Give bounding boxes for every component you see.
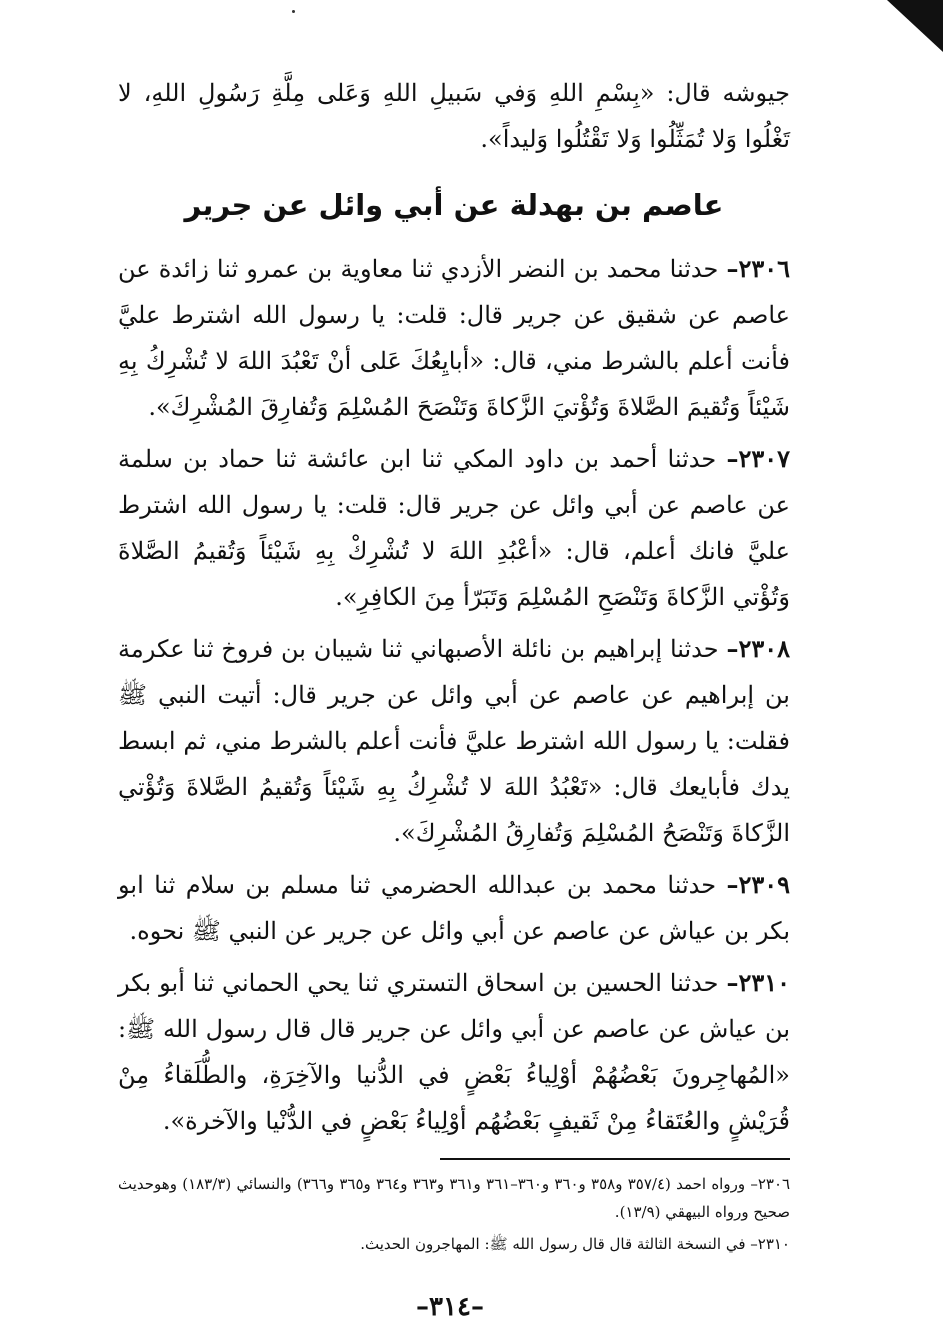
footnote-2306: ٢٣٠٦– ورواه احمد (٣٥٧/٤ و٣٥٨ و٣٦٠ و٣٦٠–٣٦١ و٣٦١ و٣٦٣ و٣٦٤ و٣٦٥ و٣٦٦) والنسائي (١٨٣/٣) وهوحديث صحيح ورواه البيهقي (١٣/٩). xyxy=(118,1175,791,1221)
hadith-2309 xyxy=(118,862,790,954)
footnotes xyxy=(118,1170,790,1258)
hadith-number: ٢٣٠٧– xyxy=(726,444,790,473)
hadith-text: حدثنا الحسين بن اسحاق التستري ثنا يحي الحماني ثنا أبو بكر بن عياش عن عاصم عن أبي وائل عن جرير قال قال رسول الله ﷺ: «المُهاجِرونَ بَعْضُهُمْ أوْلِياءُ بَعْضٍ في الدُّنيا والآخِرَةِ، والطُّلَقاءُ مِنْ قُرَيْشٍ والعُتَقاءُ مِنْ ثَقيفٍ بَعْضُهُم أوْلِياءُ بَعْضٍ في الدُّنْيا والآخرة». xyxy=(118,969,790,1135)
hadith-text: حدثنا إبراهيم بن نائلة الأصبهاني ثنا شيبان بن فروخ ثنا عكرمة بن إبراهيم عن عاصم عن أبي وائل عن جرير قال: أتيت النبي ﷺ فقلت: يا رسول الله اشترط عليَّ فأنت أعلم بالشرط مني، ثم ابسط يدك فأبايعك قال: «تَعْبُدُ اللهَ لا تُشْرِكُ بِهِ شَيْئاً وَتُقيمُ الصَّلاةَ وَتُؤْتي الزَّكاةَ وَتَنْصَحُ المُسْلِمَ وَتُفارِقُ المُشْرِكَ». xyxy=(118,635,790,847)
footnote-divider xyxy=(440,1158,790,1160)
hadith-text: حدثنا أحمد بن داود المكي ثنا ابن عائشة ثنا حماد بن سلمة عن عاصم عن أبي وائل عن جرير قال: قلت: يا رسول الله اشترط عليَّ فانك أعلم، قال: «أعْبُدِ اللهَ لا تُشْرِكْ بِهِ شَيْئاً وَتُقيمُ الصَّلاةَ وَتُؤْتي الزَّكاةَ وَتَنْصَحِ المُسْلِمَ وَتَبَرّأ مِنَ الكافِرِ». xyxy=(118,445,790,611)
hadith-number: ٢٣٠٨– xyxy=(726,634,790,663)
page-content xyxy=(118,70,790,1262)
corner-mark xyxy=(887,0,943,52)
hadith-number: ٢٣١٠– xyxy=(726,968,790,997)
hadith-2306 xyxy=(118,246,790,430)
hadith-2310 xyxy=(118,960,790,1144)
opening-text: جيوشه قال: «بِسْمِ اللهِ وَفي سَبيلِ اللهِ وَعَلى مِلَّةِ رَسُولِ اللهِ، لا تَغْلُوا وَلا تُمَثِّلُوا وَلا تَقْتُلُوا وَليداً». xyxy=(118,79,790,153)
hadith-2308 xyxy=(118,626,790,856)
page-number: –٣١٤– xyxy=(416,1292,484,1322)
hadith-2307 xyxy=(118,436,790,620)
hadith-text: حدثنا محمد بن النضر الأزدي ثنا معاوية بن عمرو ثنا زائدة عن عاصم عن شقيق عن جرير قال: قلت: يا رسول الله اشترط عليَّ فأنت أعلم بالشرط مني، قال: «أبايِعُكَ عَلى أنْ تَعْبُدَ اللهَ لا تُشْرِكُ بِهِ شَيْئاً وَتُقيمَ الصَّلاةَ وَتُؤْتيَ الزَّكاةَ وَتَنْصَحَ المُسْلِمَ وَتُفارِقَ المُشْرِكَ». xyxy=(118,255,791,421)
scan-speck xyxy=(292,10,295,13)
hadith-number: ٢٣٠٩– xyxy=(726,870,790,899)
section-heading: عاصم بن بهدلة عن أبي وائل عن جرير xyxy=(184,188,724,222)
hadith-number: ٢٣٠٦– xyxy=(726,254,790,283)
hadith-text: حدثنا محمد بن عبدالله الحضرمي ثنا مسلم بن سلام ثنا ابو بكر بن عياش عن عاصم عن أبي وائل عن جرير عن النبي ﷺ نحوه. xyxy=(118,871,790,945)
footnote-2310: ٢٣١٠– في النسخة الثالثة قال قال رسول الله ﷺ: المهاجرون الحديث. xyxy=(360,1235,790,1253)
